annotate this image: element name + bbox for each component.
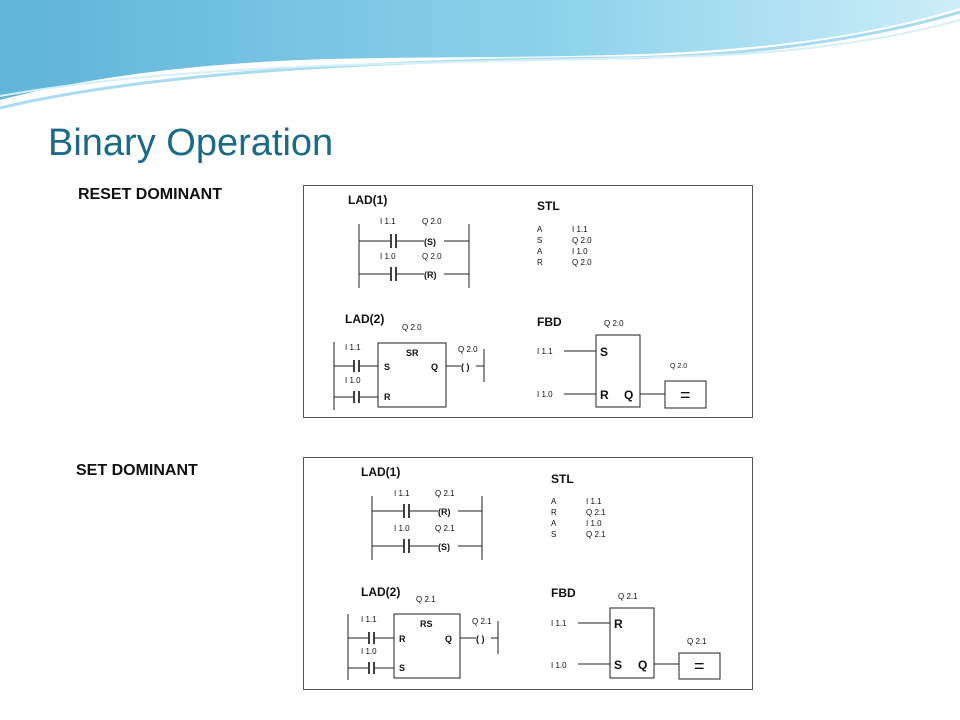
assign-symbol: = bbox=[680, 385, 691, 405]
lad2-out-pin: Q bbox=[431, 362, 439, 372]
fbd-title: FBD bbox=[537, 315, 562, 329]
lad1-r1-contact-label: I 1.1 bbox=[394, 489, 410, 498]
fbd-top-pin: R bbox=[614, 617, 623, 631]
lad1-title: LAD(1) bbox=[361, 465, 401, 479]
stl-group bbox=[551, 472, 606, 539]
stl-title: STL bbox=[537, 199, 560, 213]
lad2-bottom-pin: S bbox=[399, 663, 406, 673]
lad2-bottom-pin: R bbox=[384, 392, 391, 402]
stl-addr: Q 2.1 bbox=[586, 508, 606, 517]
lad2-block-name: SR bbox=[406, 348, 419, 358]
fbd-title: FBD bbox=[551, 586, 576, 600]
stl-op: S bbox=[537, 236, 543, 245]
lad1-group bbox=[348, 193, 469, 288]
lad2-block-addr: Q 2.0 bbox=[402, 323, 422, 332]
set-dominant-label: SET DOMINANT bbox=[76, 462, 198, 479]
stl-addr: Q 2.0 bbox=[572, 236, 592, 245]
lad2-top-pin: S bbox=[384, 362, 391, 372]
lad2-top-pin: R bbox=[399, 634, 406, 644]
stl-addr: I 1.0 bbox=[572, 247, 588, 256]
lad2-out-addr: Q 2.1 bbox=[472, 617, 492, 626]
lad1-group bbox=[361, 465, 482, 560]
stl-op: R bbox=[537, 258, 543, 267]
stl-group bbox=[537, 199, 592, 267]
lad2-bottom-contact: I 1.0 bbox=[345, 376, 361, 385]
fbd-top-pin: S bbox=[600, 345, 609, 359]
fbd-out-pin: Q bbox=[638, 658, 648, 672]
lad2-title: LAD(2) bbox=[361, 585, 401, 599]
stl-op: A bbox=[551, 519, 557, 528]
lad1-r2-contact-label: I 1.0 bbox=[380, 252, 396, 261]
lad1-r1-coil: (R) bbox=[438, 507, 451, 517]
lad2-out-pin: Q bbox=[445, 634, 453, 644]
lad2-title: LAD(2) bbox=[345, 312, 385, 326]
lad2-block-addr: Q 2.1 bbox=[416, 595, 436, 604]
fbd-bottom-input: I 1.0 bbox=[551, 661, 567, 670]
lad1-r1-coil: (S) bbox=[424, 237, 436, 247]
stl-addr: Q 2.0 bbox=[572, 258, 592, 267]
lad2-group bbox=[348, 585, 498, 680]
stl-addr: I 1.0 bbox=[586, 519, 602, 528]
fbd-top-input: I 1.1 bbox=[537, 347, 553, 356]
fbd-bottom-input: I 1.0 bbox=[537, 390, 553, 399]
lad2-out-addr: Q 2.0 bbox=[458, 345, 478, 354]
fbd-block-addr: Q 2.1 bbox=[618, 592, 638, 601]
header-wave-banner bbox=[0, 0, 960, 110]
fbd-bottom-pin: R bbox=[600, 388, 609, 402]
lad1-r2-coil: (R) bbox=[424, 270, 437, 280]
lad2-top-contact: I 1.1 bbox=[361, 615, 377, 624]
stl-op: A bbox=[551, 497, 557, 506]
assign-symbol: = bbox=[694, 656, 705, 676]
fbd-assign-addr: Q 2.0 bbox=[670, 363, 688, 370]
fbd-group bbox=[537, 315, 706, 408]
lad2-block-name: RS bbox=[420, 619, 433, 629]
fbd-bottom-pin: S bbox=[614, 658, 623, 672]
lad2-bottom-contact: I 1.0 bbox=[361, 647, 377, 656]
lad2-out-coil: ( ) bbox=[476, 634, 485, 644]
reset-dominant-diagram bbox=[303, 185, 753, 418]
stl-addr: I 1.1 bbox=[586, 497, 602, 506]
lad2-group bbox=[334, 312, 484, 410]
stl-title: STL bbox=[551, 472, 574, 486]
fbd-top-input: I 1.1 bbox=[551, 619, 567, 628]
set-dominant-diagram bbox=[303, 457, 753, 690]
lad1-r2-coil: (S) bbox=[438, 542, 450, 552]
lad1-r2-contact-label: I 1.0 bbox=[394, 524, 410, 533]
lad1-title: LAD(1) bbox=[348, 193, 388, 207]
stl-addr: I 1.1 bbox=[572, 225, 588, 234]
fbd-block-addr: Q 2.0 bbox=[604, 319, 624, 328]
lad2-top-contact: I 1.1 bbox=[345, 343, 361, 352]
lad1-r1-contact-label: I 1.1 bbox=[380, 217, 396, 226]
page-title: Binary Operation bbox=[48, 122, 334, 164]
lad1-r1-coil-addr: Q 2.1 bbox=[435, 489, 455, 498]
fbd-assign-addr: Q 2.1 bbox=[687, 637, 707, 646]
stl-op: S bbox=[551, 530, 557, 539]
lad1-r2-coil-addr: Q 2.0 bbox=[422, 252, 442, 261]
lad1-r2-coil-addr: Q 2.1 bbox=[435, 524, 455, 533]
fbd-out-pin: Q bbox=[624, 388, 634, 402]
stl-addr: Q 2.1 bbox=[586, 530, 606, 539]
lad1-r1-coil-addr: Q 2.0 bbox=[422, 217, 442, 226]
stl-op: A bbox=[537, 247, 543, 256]
lad2-out-coil: ( ) bbox=[461, 362, 470, 372]
reset-dominant-label: RESET DOMINANT bbox=[78, 186, 222, 203]
fbd-group bbox=[551, 586, 720, 679]
stl-op: R bbox=[551, 508, 557, 517]
stl-op: A bbox=[537, 225, 543, 234]
